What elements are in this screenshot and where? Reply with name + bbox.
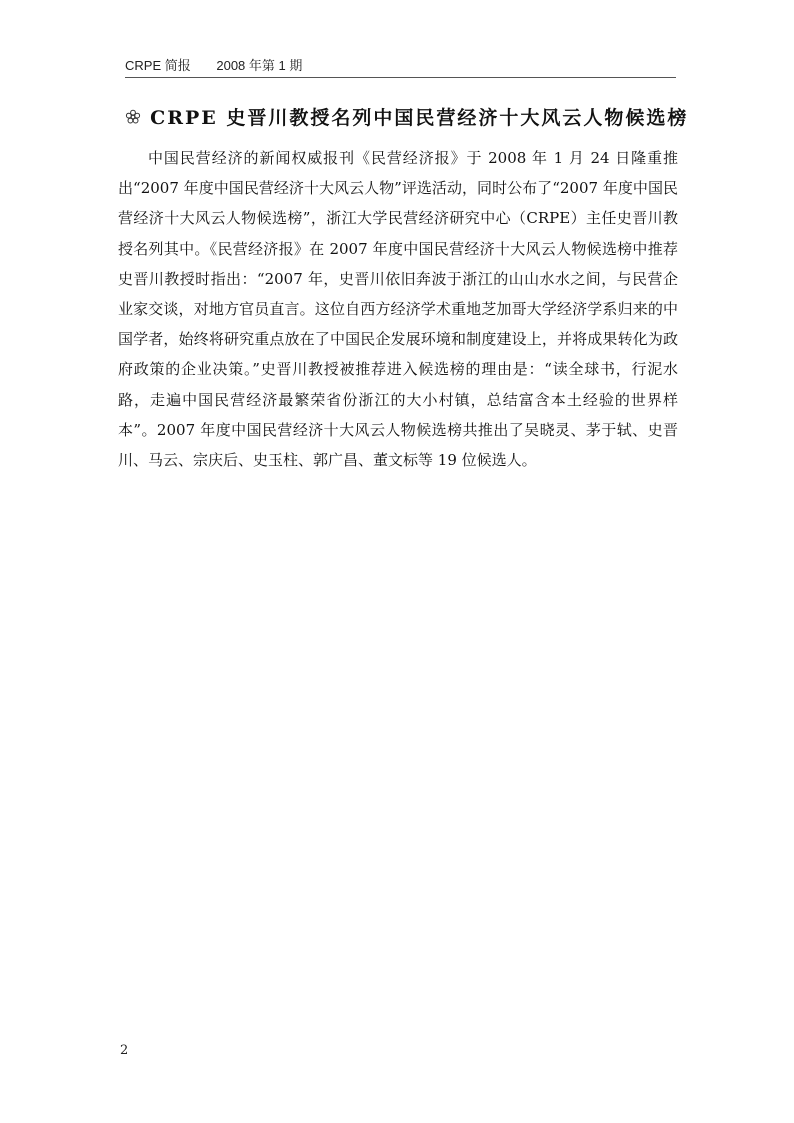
article-title: CRPE 史晋川教授名列中国民营经济十大风云人物候选榜 [150,107,689,129]
issue-label: 2008 年第 1 期 [216,58,303,73]
publication-name: CRPE 简报 [125,58,191,73]
article-body: 中国民营经济的新闻权威报刊《民营经济报》于 2008 年 1 月 24 日隆重推出“2007 年度中国民营经济十大风云人物”评选活动，同时公布了“2007 年度中国民营经济十大风云人物候选榜”，浙江大学民营经济研究中心（CRPE）主任史晋川教授名列其中。《民营经济报》在 2007 年度中国民营经济十大风云人物候选榜中推荐史晋川教授时指出：“2007 年，史晋川依旧奔波于浙江的山山水水之间，与民营企业家交谈，对地方官员直言。这位自西方经济学术重地芝加哥大学经济学系归来的中国学者，始终将研究重点放在了中国民企发展环境和制度建设上，并将成果转化为政府政策的企业决策。”史晋川教授被推荐进入候选榜的理由是：“读全球书，行泥水路，走遍中国民营经济最繁荣省份浙江的大小村镇，总结富含本土经验的世界样本”。2007 年度中国民营经济十大风云人物候选榜共推出了吴晓灵、茅于轼、史晋川、马云、宗庆后、史玉柱、郭广昌、董文标等 19 位候选人。 [118,149,678,470]
article-title-row [125,103,689,133]
page-number: 2 [120,1043,129,1058]
page-header [125,55,676,78]
flower-ornament-icon [125,106,146,125]
